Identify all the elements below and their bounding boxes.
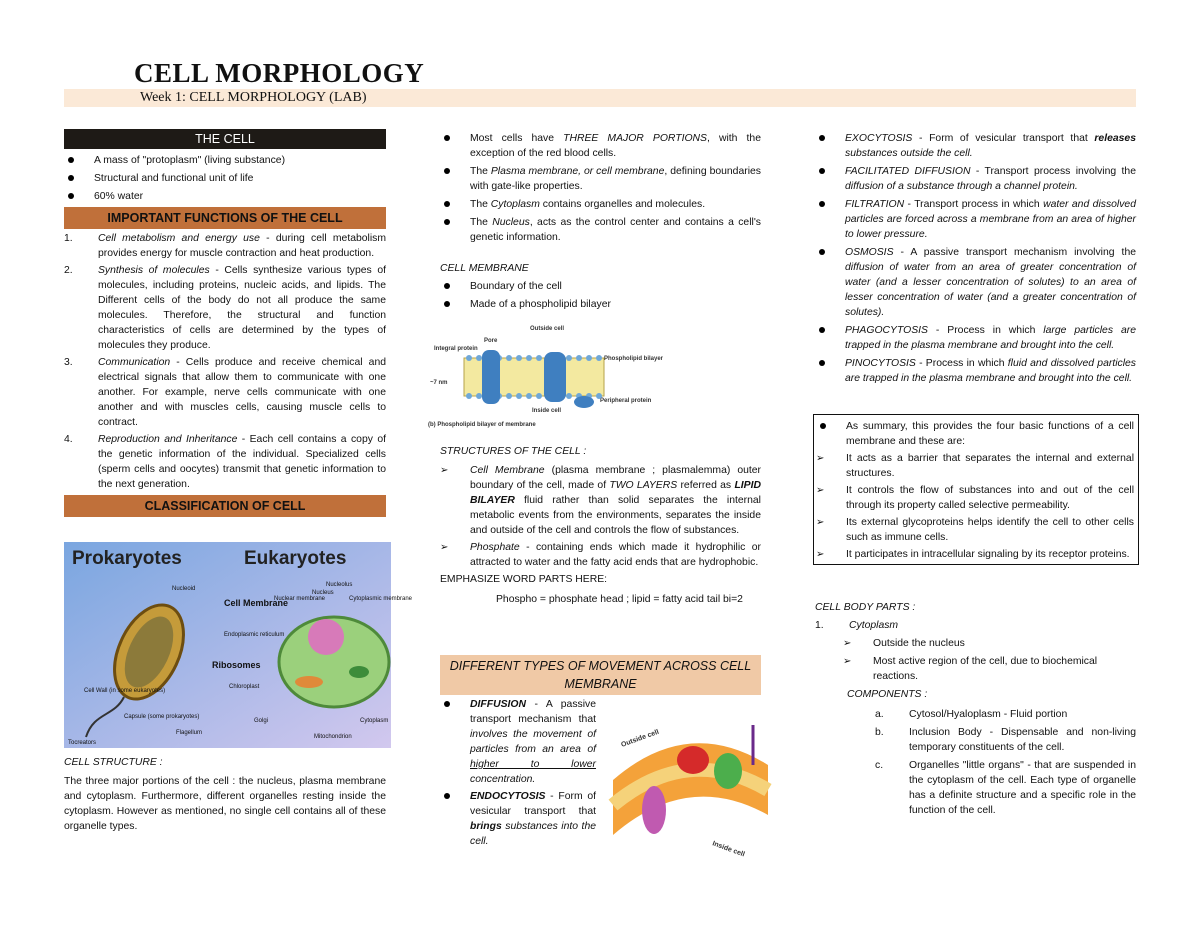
text: - A passive transport mechanism involving the <box>893 247 1136 258</box>
list-item <box>440 540 761 570</box>
eukaryotes-label: Eukaryotes <box>244 548 347 569</box>
nucleus-shape <box>308 619 344 655</box>
body-parts-heading: CELL BODY PARTS : <box>815 602 916 613</box>
text: , acts as the control center and contains a cell's genetic information. <box>470 217 761 243</box>
item-number: 1. <box>64 233 73 244</box>
bullet-icon <box>820 423 826 429</box>
column-3 <box>815 131 1136 386</box>
figure-label: Mitochondrion <box>314 734 352 740</box>
item-term: Synthesis of molecules <box>98 265 210 276</box>
bilayer-shape <box>464 350 604 408</box>
list-item <box>815 197 1136 242</box>
text: large particles are trapped in the plasma membrane and brought into the cell. <box>845 325 1136 351</box>
text: EXOCYTOSIS <box>845 133 913 144</box>
text: (plasma membrane ; plasmalemma) outer boundary of the cell, made of <box>470 465 762 491</box>
item-text: - Cells produce and receive chemical and electrical signals that allow them to communicate with one another. For example, nerve cells communicate with one another and with muscles cells, causing muscle cells to contract. <box>98 357 386 428</box>
arrow-bullet-icon: ➢ <box>816 517 825 528</box>
text: higher to lower <box>470 759 596 770</box>
list-item <box>843 654 1136 684</box>
summary-box <box>813 414 1139 565</box>
bullet-icon <box>68 193 74 199</box>
bullet-icon <box>819 168 825 174</box>
list-item <box>816 515 1134 545</box>
emphasize-heading: EMPHASIZE WORD PARTS HERE: <box>440 574 608 585</box>
figure-label: Cytoplasm <box>360 718 389 724</box>
arrow-bullet-icon: ➢ <box>843 638 852 649</box>
text: - A passive transport mechanism that <box>470 699 596 725</box>
bullet-icon <box>444 219 450 225</box>
list-item <box>875 707 1136 722</box>
movement-heading: DIFFERENT TYPES OF MOVEMENT ACROSS CELL MEMBRANE <box>440 655 761 695</box>
text: FILTRATION <box>845 199 905 210</box>
text: Organelles "little organs" - that are suspended in the cytoplasm of the cell. Each type of organelle has a definite structure and a specific role in the function of the cell. <box>909 760 1136 816</box>
text: Most cells have <box>470 133 564 144</box>
list-item <box>64 189 386 204</box>
text: , with the exception of the red blood cells. <box>470 133 761 159</box>
text: substances into the cell. <box>470 821 596 847</box>
chloroplast-shape <box>349 666 369 678</box>
components-heading: COMPONENTS : <box>847 689 928 700</box>
bullet-icon <box>819 360 825 366</box>
text: Cytosol/Hyaloplasm - Fluid portion <box>909 709 1068 720</box>
cell-body-parts-section <box>815 600 1136 818</box>
text: Nucleus <box>492 217 530 228</box>
text: - containing ends which made it hydrophilic or attracted to water and the fatty acid ends that are hydrophobic. <box>470 542 761 568</box>
arrow-bullet-icon: ➢ <box>440 542 449 553</box>
text: The <box>470 217 493 228</box>
text: Most active region of the cell, due to biochemical reactions. <box>873 656 1098 682</box>
item-number: a. <box>875 709 884 720</box>
text: - Process in which <box>915 358 1008 369</box>
bullet-text: A mass of "protoplasm" (living substance) <box>94 155 286 166</box>
item-text: - Each cell contains a copy of the genetic information of the individual. Specialized cells (sperm cells and oocytes) transmit that genetic information to the next generation. <box>98 434 386 490</box>
list-item <box>843 636 1136 651</box>
figure-label: Nuclear membrane <box>274 596 326 602</box>
functions-heading: IMPORTANT FUNCTIONS OF THE CELL <box>64 207 386 229</box>
list-item <box>440 215 761 245</box>
page-title: CELL MORPHOLOGY <box>134 58 425 88</box>
membrane-proteins-figure <box>608 705 770 859</box>
cell-structure-section <box>64 755 386 834</box>
list-item <box>815 131 1136 161</box>
page-subtitle: Week 1: CELL MORPHOLOGY (LAB) <box>140 90 367 105</box>
figure-label: Endoplasmic reticulum <box>224 632 285 638</box>
functions-list <box>64 231 386 492</box>
summary-item: It acts as a barrier that separates the internal and external structures. <box>846 453 1134 479</box>
list-item <box>875 758 1136 818</box>
item-term: Cell metabolism and energy use <box>98 233 260 244</box>
text: TWO LAYERS <box>609 480 678 491</box>
bullet-icon <box>444 283 450 289</box>
text: diffusion of water from an area of greater concentration of water (and a lesser concentration of solutes) to an area of lesser concentration of water (and a greater concentration of solutes). <box>845 262 1136 318</box>
item-number: 4. <box>64 434 73 445</box>
arrow-bullet-icon: ➢ <box>843 656 852 667</box>
list-item <box>440 279 761 294</box>
text: THREE MAJOR PORTIONS <box>563 133 707 144</box>
item-text: - during cell metabolism provides energy for muscle contraction and heat production. <box>98 233 387 259</box>
text: water and dissolved particles are forced across a membrane from an area of higher to lower pressure. <box>845 199 1136 240</box>
text: releases <box>1094 133 1136 144</box>
text: - Transport process in which <box>904 199 1044 210</box>
the-cell-list <box>64 153 386 204</box>
text: ENDOCYTOSIS <box>470 791 546 802</box>
item-number: 1. <box>815 620 824 631</box>
protein-shape <box>677 746 709 774</box>
list-item <box>815 164 1136 194</box>
text: The <box>470 199 491 210</box>
text: fluid rather than solid separates the internal metabolic events from the environments, separates the inside and outside of the cell and controls the flow of substances. <box>470 495 761 536</box>
list-item <box>440 297 761 312</box>
bullet-icon <box>444 135 450 141</box>
text: fluid and dissolved particles are trapped in the plasma membrane and brought into the cell. <box>845 358 1136 384</box>
text: Inclusion Body - Dispensable and non-living temporary constituents of the cell. <box>909 727 1136 753</box>
text: OSMOSIS <box>845 247 894 258</box>
text: Outside the nucleus <box>873 638 965 649</box>
text: brings <box>470 821 502 832</box>
list-item <box>816 547 1134 562</box>
item-number: b. <box>875 727 884 738</box>
arrow-bullet-icon: ➢ <box>816 549 825 560</box>
summary-item: It controls the flow of substances into and out of the cell through its property called selective permeability. <box>846 485 1134 511</box>
the-cell-heading: THE CELL <box>64 129 386 149</box>
text: FACILITATED DIFFUSION <box>845 166 971 177</box>
text: substances outside the cell. <box>845 148 973 159</box>
text: - Process in which <box>927 325 1044 336</box>
list-item <box>875 725 1136 755</box>
movement-list <box>440 697 596 849</box>
text: Made of a phospholipid bilayer <box>470 299 611 310</box>
column-2 <box>440 131 761 312</box>
structures-section <box>440 444 761 607</box>
bullet-icon <box>68 157 74 163</box>
figure-label: Cytoplasmic membrane <box>349 596 413 602</box>
figure-label: Cell Wall (in some eukaryotes) <box>84 688 166 694</box>
list-item <box>440 697 596 787</box>
bullet-icon <box>444 301 450 307</box>
list-item <box>815 323 1136 353</box>
channel-protein-shape <box>642 786 666 834</box>
column-1 <box>64 129 386 517</box>
list-item <box>815 356 1136 386</box>
figure-label: Cell Membrane <box>224 598 289 608</box>
bullet-icon <box>819 249 825 255</box>
figure-label: Outside cell <box>530 326 565 332</box>
bullet-icon <box>444 701 450 707</box>
figure-label: Golgi <box>254 718 269 724</box>
list-item <box>816 419 1134 449</box>
item-term: Communication <box>98 357 171 368</box>
list-item <box>64 355 386 430</box>
summary-item: It participates in intracellular signaling by its receptor proteins. <box>846 549 1130 560</box>
classification-heading: CLASSIFICATION OF CELL <box>64 495 386 517</box>
summary-intro: As summary, this provides the four basic functions of a cell membrane and these are: <box>846 421 1134 447</box>
text: Phosphate <box>470 542 520 553</box>
bullet-icon <box>819 135 825 141</box>
figure-label: Inside cell <box>532 408 562 414</box>
bullet-icon <box>444 168 450 174</box>
figure-credit: Tocreators <box>68 740 97 746</box>
list-item <box>440 789 596 849</box>
summary-item: Its external glycoproteins helps identify the cell to other cells such as immune cells. <box>846 517 1134 543</box>
item-number: 2. <box>64 265 73 276</box>
figure-label: Flagellum <box>176 730 203 736</box>
figure-label: ~7 nm <box>430 380 448 386</box>
figure-label: Inside cell <box>711 840 746 859</box>
list-item <box>64 171 386 186</box>
figure-label: Chloroplast <box>229 684 260 690</box>
list-item <box>440 463 761 538</box>
text: diffusion of a substance through a channel protein. <box>845 181 1078 192</box>
text: PINOCYTOSIS <box>845 358 916 369</box>
figure-label: Nucleus <box>312 590 334 596</box>
text: PHAGOCYTOSIS <box>845 325 928 336</box>
membrane-proteins-illustration <box>608 705 770 859</box>
cell-membrane-heading: CELL MEMBRANE <box>440 263 529 274</box>
arrow-bullet-icon: ➢ <box>440 465 449 476</box>
figure-label: Pore <box>484 338 498 344</box>
figure-label: Integral protein <box>434 346 478 352</box>
figure-caption: (b) Phospholipid bilayer of membrane <box>428 422 536 428</box>
cell-structure-text: The three major portions of the cell : the nucleus, plasma membrane and cytoplasm. Furthermore, different organelles resting inside the cytoplasm. However as mentioned, no single cell contains all of these organelle types. <box>64 776 386 832</box>
bilayer-illustration <box>424 322 664 430</box>
list-item <box>815 618 1136 633</box>
list-item <box>440 197 761 212</box>
bilayer-figure <box>424 322 664 430</box>
movement-heading-box <box>440 655 761 695</box>
emphasize-text: Phospho = phosphate head ; lipid = fatty acid tail bi=2 <box>496 594 743 605</box>
list-item <box>64 153 386 168</box>
list-item <box>64 432 386 492</box>
bullet-icon <box>819 201 825 207</box>
list-item <box>816 451 1134 481</box>
arrow-bullet-icon: ➢ <box>816 453 825 464</box>
figure-label: Phospholipid bilayer <box>604 356 664 362</box>
bullet-icon <box>819 327 825 333</box>
figure-label: Capsule (some prokaryotes) <box>124 714 200 720</box>
text: Cytoplasm <box>490 199 540 210</box>
item-number: c. <box>875 760 884 771</box>
bullet-icon <box>444 201 450 207</box>
list-item <box>440 164 761 194</box>
list-item <box>816 483 1134 513</box>
cytoplasm-label: Cytoplasm <box>849 620 899 631</box>
arrow-bullet-icon: ➢ <box>816 485 825 496</box>
text: LIPID BILAYER <box>470 480 761 506</box>
structures-heading: STRUCTURES OF THE CELL : <box>440 446 587 457</box>
text: - Form of vesicular transport that <box>912 133 1095 144</box>
text: The <box>470 166 491 177</box>
text: Plasma membrane, or cell membrane <box>490 166 665 177</box>
text: , defining boundaries with gate-like properties. <box>470 166 761 192</box>
text: involves the movement of particles from an area of <box>470 729 596 755</box>
figure-label: Nucleoid <box>172 586 196 592</box>
item-number: 3. <box>64 357 73 368</box>
cell-types-figure <box>64 542 413 748</box>
item-term: Reproduction and Inheritance <box>98 434 238 445</box>
figure-label: Outside cell <box>620 728 660 749</box>
prokaryotes-label: Prokaryotes <box>72 548 182 569</box>
figure-label: Nucleolus <box>326 582 353 588</box>
bullet-text: 60% water <box>94 191 144 202</box>
list-item <box>440 131 761 161</box>
list-item <box>64 231 386 261</box>
text: - Form of vesicular transport that <box>470 791 596 817</box>
text: Boundary of the cell <box>470 281 562 292</box>
list-item <box>64 263 386 353</box>
cell-structure-heading: CELL STRUCTURE : <box>64 757 163 768</box>
list-item <box>815 245 1136 320</box>
text: DIFFUSION <box>470 699 526 710</box>
protein-shape <box>714 753 742 789</box>
figure-label: Peripheral protein <box>600 398 652 404</box>
cell-types-illustration <box>64 542 413 748</box>
bullet-icon <box>68 175 74 181</box>
text: Cell Membrane <box>470 465 545 476</box>
text: contains organelles and molecules. <box>539 199 706 210</box>
text: concentration. <box>470 774 536 785</box>
item-text: - Cells synthesize various types of molecules, including proteins, nucleic acids, and lipids. The Different cells of the body do not all produce the same molecules. Therefore, the structural and function characteristics of cells are determined by the types of molecules they produce. <box>98 265 387 351</box>
mitochondrion-shape <box>295 676 323 688</box>
figure-label: Ribosomes <box>212 660 261 670</box>
text: referred as <box>677 480 735 491</box>
bullet-text: Structural and functional unit of life <box>94 173 254 184</box>
bullet-icon <box>444 793 450 799</box>
text: - Transport process involving the <box>970 166 1136 177</box>
